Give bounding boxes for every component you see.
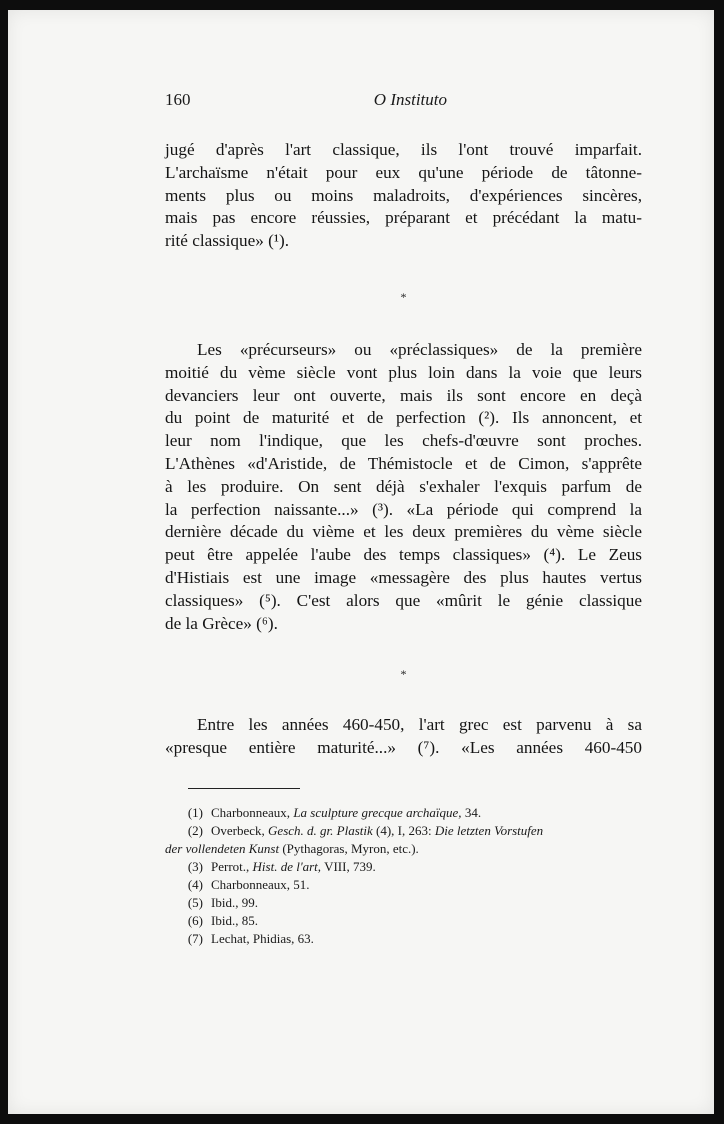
text-line: ments plus ou moins maladroits, d'expériences sincères, — [165, 185, 642, 205]
text-line: rité classique» (¹). — [165, 231, 289, 251]
paragraph-1 — [165, 139, 642, 253]
page-number: 160 — [165, 90, 191, 109]
footnote-rule — [188, 788, 300, 789]
text-line: leur nom l'indique, que les chefs-d'œuvre sont proches. — [165, 431, 642, 451]
footnote-item — [165, 804, 642, 822]
text-line: jugé d'après l'art classique, ils l'ont trouvé imparfait. — [165, 140, 642, 159]
text-line: de la Grèce» (⁶). — [165, 613, 278, 633]
footnote-number: (6) — [187, 913, 203, 928]
footnote-author: Ibid., 85. — [211, 913, 258, 928]
text-line: du point de maturité et de perfection (²). Ils annoncent, et — [165, 408, 642, 428]
footnote-number: (2) — [187, 823, 203, 838]
text-line: «presque entière maturité...» (⁷). «Les années 460-450 — [165, 737, 642, 757]
footnote-work: Die letzten Vorstufen — [434, 823, 544, 838]
footnote-number: (7) — [187, 931, 203, 946]
text-line: moitié du vème siècle vont plus loin dans la voie que leurs — [165, 362, 642, 382]
text-line: Les «précurseurs» ou «préclassiques» de la première — [197, 340, 642, 359]
text-line: d'Histiais est une image «messagère des plus hautes vertus — [165, 567, 642, 587]
text-line: L'archaïsme n'était pour eux qu'une période de tâtonne- — [165, 162, 642, 182]
footnote-number: (3) — [187, 859, 203, 874]
footnote-ref: VIII, 739. — [324, 859, 376, 874]
footnote-author: Lechat, Phidias, 63. — [211, 931, 314, 946]
paragraph-3 — [165, 714, 642, 760]
footnote-continuation — [165, 840, 642, 858]
footnote-ref: (4), I, 263: — [376, 823, 432, 838]
text-line: la perfection naissante...» (³). «La période qui comprend la — [165, 499, 642, 519]
text-line: Entre les années 460-450, l'art grec est parvenu à sa — [197, 715, 642, 734]
footnote-item — [165, 930, 642, 948]
text-line: classiques» (⁵). C'est alors que «mûrit le génie classique — [165, 590, 642, 610]
footnotes — [165, 804, 642, 948]
footnote-item — [165, 912, 642, 930]
footnote-item — [165, 822, 642, 840]
running-title: O Instituto — [373, 90, 447, 109]
paragraph-2 — [165, 339, 642, 635]
footnote-author: Charbonneaux, — [211, 805, 291, 820]
footnote-number: (4) — [187, 877, 203, 892]
footnote-author: Overbeck, — [211, 823, 265, 838]
text-line: peut être appelée l'aube des temps classiques» (⁴). Le Zeus — [165, 545, 642, 565]
footnote-number: (1) — [187, 805, 203, 820]
footnote-work: Gesch. d. gr. Plastik — [268, 823, 373, 838]
text-line: dernière décade du vième et les deux premières du vème siècle — [165, 522, 642, 542]
footnote-author: Ibid., 99. — [211, 895, 258, 910]
footnote-author: Charbonneaux, 51. — [211, 877, 310, 892]
text-line: mais pas encore réussies, préparant et précédant la matu- — [165, 208, 642, 228]
text-line: à les produire. On sent déjà s'exhaler l'exquis parfum de — [165, 476, 642, 496]
footnote-work: Hist. de l'art, — [252, 859, 322, 874]
text-line: L'Athènes «d'Aristide, de Thémistocle et de Cimon, s'apprête — [165, 453, 642, 473]
footnote-number: (5) — [187, 895, 203, 910]
running-header — [165, 90, 447, 110]
text-line: devanciers leur ont ouverte, mais ils sont encore en deçà — [165, 385, 642, 405]
footnote-item — [165, 894, 642, 912]
section-separator: * — [400, 290, 407, 304]
section-separator: * — [400, 667, 407, 681]
footnote-item — [165, 858, 642, 876]
footnote-item — [165, 876, 642, 894]
footnote-author: Perrot., — [211, 859, 250, 874]
footnote-ref: (Pythagoras, Myron, etc.). — [282, 841, 419, 856]
footnote-work: der vollendeten Kunst — [165, 841, 280, 856]
footnote-work: La sculpture grecque archaïque, — [293, 805, 462, 820]
footnote-ref: 34. — [464, 805, 482, 820]
